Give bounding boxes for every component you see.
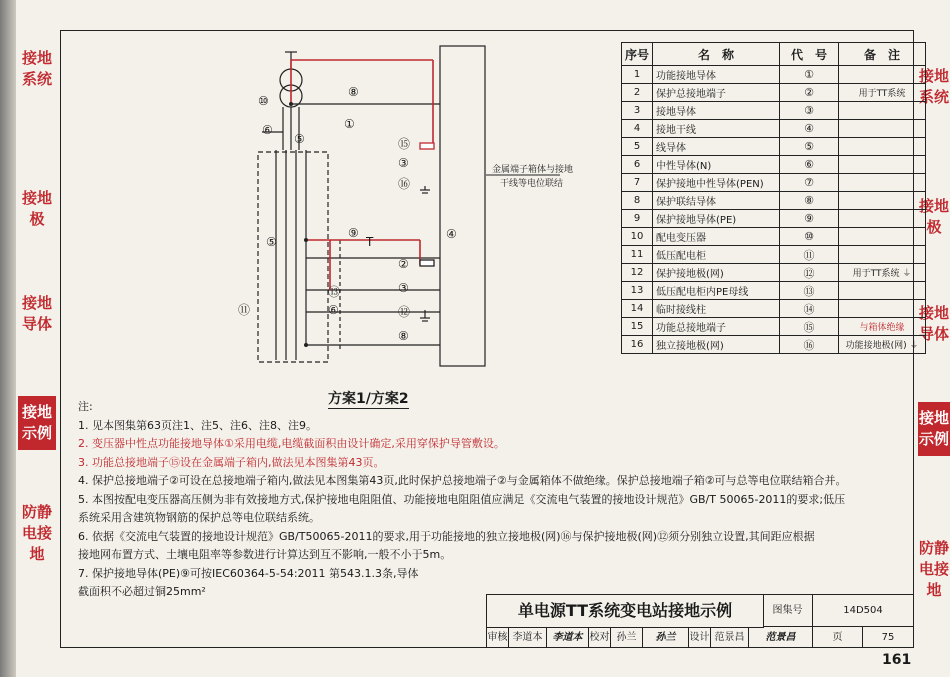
legend-name: 低压配电柜 (653, 246, 780, 264)
legend-no: 15 (622, 318, 653, 336)
scheme-title: 方案1/方案2 (328, 388, 409, 409)
legend-code: ④ (780, 120, 839, 138)
mark-9: ⑨ (348, 226, 359, 240)
legend-no: 8 (622, 192, 653, 210)
note-line: 接地网布置方式、土壤电阻率等参数进行计算达到互不影响,一般不小于5m。 (78, 548, 452, 561)
mark-15: ⑮ (398, 137, 411, 151)
legend-row (622, 282, 926, 300)
tab-label: 接地系统 (918, 67, 949, 106)
legend-name: 保护总接地端子 (653, 84, 780, 102)
legend-no: 9 (622, 210, 653, 228)
legend-row (622, 174, 926, 192)
mark-6-bottom: ⑥ (328, 303, 339, 317)
legend-row (622, 210, 926, 228)
mark-12: ⑫ (398, 305, 411, 319)
header-name: 名 称 (653, 43, 780, 66)
legend-code: ⑤ (780, 138, 839, 156)
note-line: 1. 见本图集第63页注1、注5、注6、注8、注9。 (78, 418, 317, 432)
legend-code: ⑦ (780, 174, 839, 192)
note-line: 3. 功能总接地端子⑮设在金属端子箱内,做法见本图集第43页。 (78, 455, 385, 469)
legend-no: 4 (622, 120, 653, 138)
design-label: 设计 (689, 627, 711, 648)
legend-name: 功能总接地端子 (653, 318, 780, 336)
tab-label: 防静电接地 (918, 539, 949, 599)
mark-8-top: ⑧ (348, 85, 359, 99)
legend-code: ① (780, 66, 839, 84)
review-label: 审核 (487, 627, 509, 648)
tab-label: 接地示例 (21, 403, 52, 442)
legend-name: 独立接地极(网) (653, 336, 780, 354)
grounding-busbar-box (440, 46, 485, 366)
mark-8-bottom: ⑧ (398, 329, 409, 343)
notes-section (78, 398, 898, 602)
legend-row (622, 318, 926, 336)
legend-row (622, 246, 926, 264)
legend-name: 接地干线 (653, 120, 780, 138)
legend-code: ⑬ (780, 282, 839, 300)
check-label: 校对 (589, 627, 611, 648)
legend-row (622, 66, 926, 84)
atlas-label: 图集号 (763, 595, 813, 627)
checker-signature: 孙兰 (643, 627, 689, 648)
legend-code: ③ (780, 102, 839, 120)
legend-no: 3 (622, 102, 653, 120)
legend-code: ⑧ (780, 192, 839, 210)
reviewer-name: 李道本 (509, 627, 547, 648)
legend-code: ⑨ (780, 210, 839, 228)
mark-6-top: ⑥ (262, 123, 273, 137)
legend-name: 中性导体(N) (653, 156, 780, 174)
tab-label: 防静电接地 (21, 503, 52, 563)
header-code: 代 号 (780, 43, 839, 66)
legend-name: 线导体 (653, 138, 780, 156)
box-label-1: 金属端子箱体与接地 (492, 165, 574, 175)
legend-name: 保护接地导体(PE) (653, 210, 780, 228)
tab-label: 接地导体 (21, 294, 52, 333)
legend-note (839, 156, 926, 174)
legend-header-row (622, 43, 926, 66)
legend-code: ⑮ (780, 318, 839, 336)
legend-row (622, 264, 926, 282)
legend-no: 13 (622, 282, 653, 300)
legend-no: 1 (622, 66, 653, 84)
note-line: 4. 保护总接地端子②可设在总接地端子箱内,做法见本图集第43页,此时保护总接地端子②与金属箱体不做绝缘。保护总接地端子箱②可与总等电位联结箱合并。 (78, 474, 847, 487)
legend-note (839, 228, 926, 246)
checker-name: 孙兰 (611, 627, 643, 648)
legend-row (622, 102, 926, 120)
legend-name: 配电变压器 (653, 228, 780, 246)
tab-label: 接地系统 (21, 49, 52, 88)
mark-3-bottom: ③ (398, 281, 409, 295)
reviewer-signature: 李道本 (547, 627, 589, 648)
legend-code: ⑫ (780, 264, 839, 282)
notes-title: 注: (78, 400, 93, 413)
legend-code: ⑩ (780, 228, 839, 246)
legend-note (839, 174, 926, 192)
legend-name: 临时接线柱 (653, 300, 780, 318)
designer-signature: 范景昌 (749, 627, 813, 648)
tab-label: 接地极 (21, 189, 52, 228)
legend-no: 14 (622, 300, 653, 318)
title-block (486, 594, 914, 648)
page-label: 页 (813, 627, 863, 648)
mark-t: T (366, 235, 374, 249)
note-line: 系统采用含建筑物钢筋的保护总等电位联结系统。 (78, 511, 320, 524)
legend-note (839, 66, 926, 84)
functional-terminal (420, 143, 434, 149)
legend-note (839, 246, 926, 264)
legend-no: 12 (622, 264, 653, 282)
legend-name: 功能接地导体 (653, 66, 780, 84)
legend-name: 保护接地极(网) (653, 264, 780, 282)
note-line: 5. 本图按配电变压器高压侧为非有效接地方式,保护接地电阻阻值、功能接地电阻阻值应满足《交流电气装置的接地设计规范》GB/T 50065-2011的要求;低压 (78, 492, 846, 506)
legend-code: ⑯ (780, 336, 839, 354)
legend-row (622, 84, 926, 102)
legend-no: 6 (622, 156, 653, 174)
drawing-title: 单电源TT系统变电站接地示例 (487, 595, 764, 628)
legend-no: 16 (622, 336, 653, 354)
legend-note: 与箱体绝缘 (839, 318, 926, 336)
mark-16: ⑯ (398, 177, 411, 191)
legend-row (622, 336, 926, 354)
note-line: 7. 保护接地导体(PE)⑨可按IEC60364-5-54:2011 第543.1.3条,导体 (78, 566, 419, 580)
box-label-2: 干线等电位联结 (500, 179, 564, 189)
legend-no: 11 (622, 246, 653, 264)
mark-5-mid: ⑤ (266, 235, 277, 249)
mark-1: ① (344, 117, 355, 131)
protective-terminal (420, 260, 434, 266)
legend-note (839, 102, 926, 120)
legend-note: 用于TT系统 ⏚ (839, 264, 926, 282)
legend-code: ⑥ (780, 156, 839, 174)
designer-name: 范景昌 (711, 627, 749, 648)
legend-row (622, 228, 926, 246)
legend-table (621, 42, 926, 354)
legend-note (839, 120, 926, 138)
mark-13: ⑬ (328, 285, 341, 299)
legend-row (622, 120, 926, 138)
mark-3-top: ③ (398, 156, 409, 170)
page-number: 75 (863, 627, 914, 648)
book-page-number: 161 (882, 652, 912, 668)
note-line: 2. 变压器中性点功能接地导体①采用电缆,电缆截面积由设计确定,采用穿保护导管敷设。 (78, 437, 505, 450)
legend-note (839, 138, 926, 156)
legend-code: ② (780, 84, 839, 102)
legend-row (622, 192, 926, 210)
mark-2: ② (398, 257, 409, 271)
lv-cabinet (258, 152, 328, 362)
legend-name: 保护接地中性导体(PEN) (653, 174, 780, 192)
legend-row (622, 138, 926, 156)
header-note: 备 注 (839, 43, 926, 66)
legend-name: 低压配电柜内PE母线 (653, 282, 780, 300)
legend-no: 2 (622, 84, 653, 102)
legend-no: 7 (622, 174, 653, 192)
legend-no: 10 (622, 228, 653, 246)
header-no: 序号 (622, 43, 653, 66)
legend-note (839, 210, 926, 228)
legend-row (622, 156, 926, 174)
mark-10: ⑩ (258, 94, 269, 108)
legend-no: 5 (622, 138, 653, 156)
note-line: 6. 依据《交流电气装置的接地设计规范》GB/T50065-2011的要求,用于功能接地的独立接地极(网)⑯与保护接地极(网)⑫须分别独立设置,其间距应根据 (78, 529, 815, 543)
mark-4: ④ (446, 227, 457, 241)
mark-11: ⑪ (238, 303, 251, 317)
legend-name: 接地导体 (653, 102, 780, 120)
legend-name: 保护联结导体 (653, 192, 780, 210)
tab-label: 接地导体 (918, 304, 949, 343)
legend-note (839, 282, 926, 300)
legend-row (622, 300, 926, 318)
legend-code: ⑪ (780, 246, 839, 264)
note-line: 截面积不必超过铜25mm² (78, 585, 206, 598)
legend-note: 用于TT系统 (839, 84, 926, 102)
atlas-number: 14D504 (813, 595, 914, 627)
legend-note: 功能接地极(网) ⏚ (839, 336, 926, 354)
legend-code: ⑭ (780, 300, 839, 318)
tab-label: 接地极 (918, 197, 949, 236)
tab-label: 接地示例 (918, 409, 949, 448)
legend-note (839, 300, 926, 318)
legend-note (839, 192, 926, 210)
mark-5-top: ⑤ (294, 132, 305, 146)
